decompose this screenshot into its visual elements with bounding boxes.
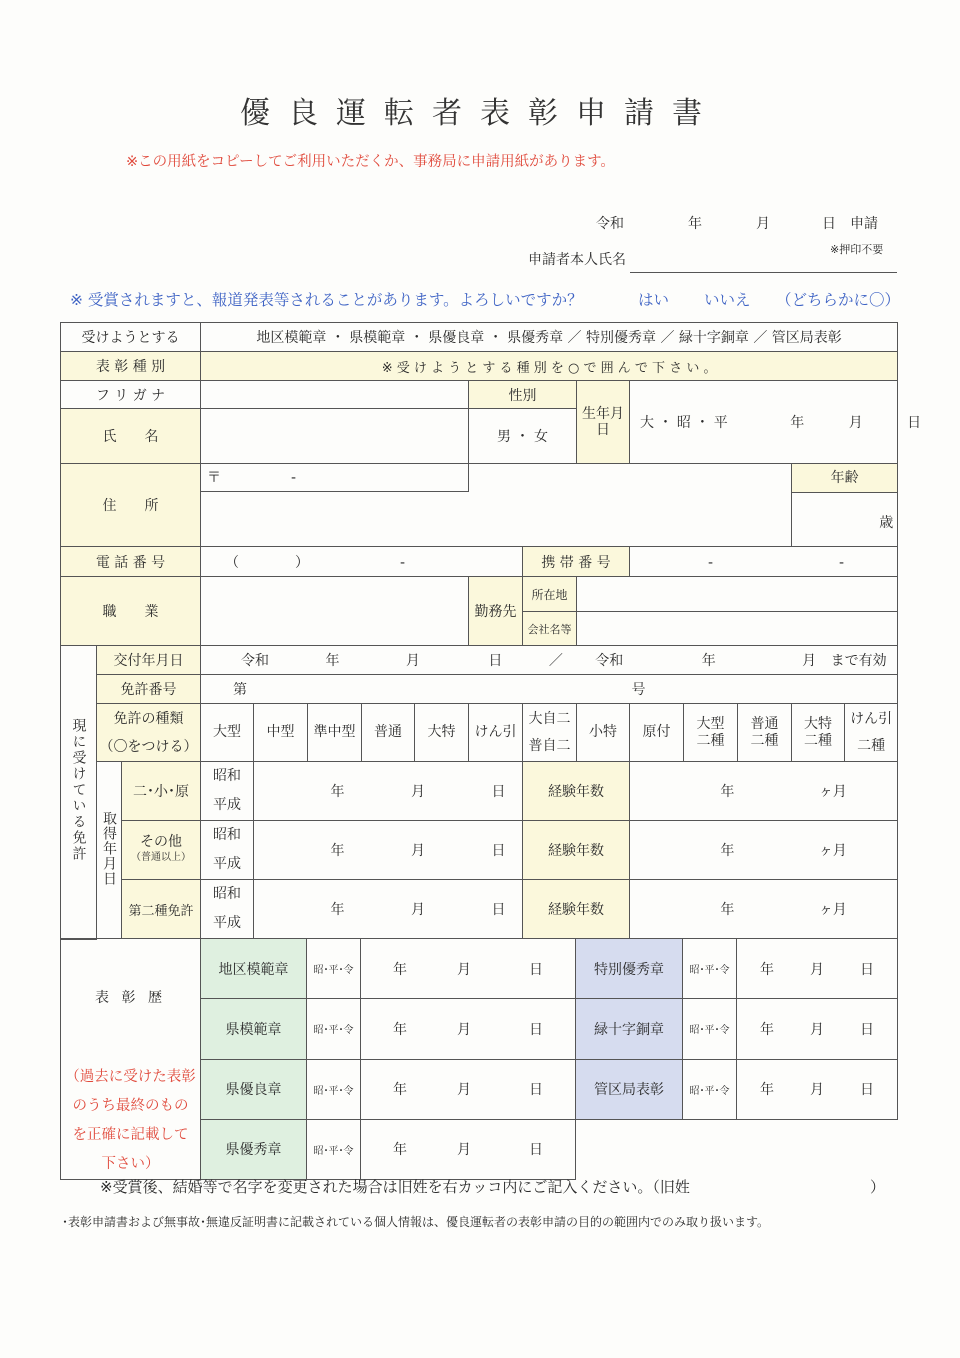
seal-note: ※押印不要 xyxy=(830,243,884,256)
address-label: 住 所 xyxy=(61,464,201,547)
h-month: 月 xyxy=(457,1021,471,1038)
furigana-label: フ リ ガ ナ xyxy=(61,381,201,409)
award-type-instruction: ※ 受 け よ う と す る 種 別 を ○ で 囲 ん で 下 さ い 。 xyxy=(201,352,898,381)
license-type-text: 大型 xyxy=(213,724,241,740)
h-month: 月 xyxy=(457,961,471,978)
license-number-suffix: 号 xyxy=(631,682,646,698)
acq-row xyxy=(61,880,898,939)
acq-year: 年 xyxy=(330,902,345,918)
award-type-label2: 表 彰 種 別 xyxy=(61,352,201,381)
acq-day: 日 xyxy=(491,843,506,859)
license-side-label: 現に受けている免許 xyxy=(70,718,87,863)
history-right-date-0[interactable] xyxy=(737,939,898,999)
h-year: 年 xyxy=(393,1021,407,1038)
acq-date-1[interactable] xyxy=(254,821,523,880)
license-type-12[interactable] xyxy=(845,704,898,762)
h-month: 月 xyxy=(457,1142,471,1159)
history-left-era-0[interactable]: 昭･平･令 xyxy=(307,939,361,999)
birth-month: 月 xyxy=(848,415,863,431)
acq-era-2[interactable] xyxy=(201,880,254,939)
history-right-label-1: 緑十字銅章 xyxy=(576,999,683,1059)
page-title: 優良運転者表彰申請書 xyxy=(240,96,720,131)
license-type-text: 二種 xyxy=(750,732,779,749)
license-type-3[interactable] xyxy=(362,704,415,762)
birth-era[interactable]: 大 ・ 昭 ・ 平 xyxy=(640,415,728,431)
acq-row-sub-text: （普通以上） xyxy=(131,852,191,863)
date-day: 日 xyxy=(822,216,836,232)
h-year: 年 xyxy=(760,1021,774,1038)
acq-era-1[interactable] xyxy=(201,821,254,880)
exp-label: 経験年数 xyxy=(523,821,630,880)
issue-day: 日 xyxy=(488,653,503,669)
gender-label: 性別 xyxy=(469,381,577,409)
license-type-text: 普通 xyxy=(374,724,402,740)
h-year: 年 xyxy=(760,1082,774,1099)
issue-month: 月 xyxy=(405,653,420,669)
age-unit[interactable]: 歳 xyxy=(879,515,894,531)
license-type-10[interactable] xyxy=(738,704,792,762)
license-type-5[interactable] xyxy=(469,704,523,762)
license-type-9[interactable] xyxy=(684,704,738,762)
issue-date-field[interactable] xyxy=(201,646,898,675)
era-heisei[interactable]: 平成 xyxy=(213,797,241,813)
press-hint: （どちらかに〇） xyxy=(776,291,901,309)
license-number-label: 免許番号 xyxy=(97,675,201,704)
date-month: 月 xyxy=(756,216,770,232)
issue-year: 年 xyxy=(325,653,340,669)
valid-era: 令和 xyxy=(595,653,624,669)
exp-label: 経験年数 xyxy=(523,880,630,939)
date-year: 年 xyxy=(688,216,702,232)
h-year: 年 xyxy=(760,961,774,978)
exp-month: ヶ月 xyxy=(818,843,847,859)
issue-era: 令和 xyxy=(241,653,269,669)
name-change-close: ） xyxy=(870,1178,886,1196)
history-right-date-2[interactable] xyxy=(737,1059,898,1119)
license-type-text: 普通 xyxy=(750,715,779,732)
acq-day: 日 xyxy=(491,902,506,918)
license-type-text: けん引 xyxy=(850,710,893,727)
birth-field[interactable] xyxy=(630,381,922,464)
history-right-era-2[interactable]: 昭･平･令 xyxy=(683,1059,737,1119)
press-yes[interactable]: はい xyxy=(638,291,670,309)
license-type-11[interactable] xyxy=(792,704,845,762)
history-label-cell xyxy=(61,939,201,1180)
acq-year: 年 xyxy=(330,843,345,859)
license-type-0[interactable] xyxy=(201,704,254,762)
license-type-1[interactable] xyxy=(254,704,308,762)
license-type-6[interactable] xyxy=(523,704,577,762)
name-change-note: ※受賞後、結婚等で名字を変更された場合は旧姓を右カッコ内にご記入ください。（旧姓 xyxy=(100,1178,690,1196)
exp-year: 年 xyxy=(720,784,735,800)
history-left-label-3: 県優秀章 xyxy=(201,1119,307,1179)
history-empty xyxy=(576,1119,898,1179)
h-month: 月 xyxy=(810,1021,824,1038)
exp-field-2[interactable] xyxy=(630,880,898,939)
history-label: 表 彰 歴 xyxy=(95,990,166,1006)
exp-field-0[interactable] xyxy=(630,762,898,821)
applicant-label: 申請者本人氏名 xyxy=(528,252,626,268)
history-note-line: （過去に受けた表彰 xyxy=(65,1069,196,1085)
license-type-text: 準中型 xyxy=(313,724,356,740)
issue-slash: ／ xyxy=(548,653,563,669)
history-right-era-1[interactable]: 昭･平･令 xyxy=(683,999,737,1059)
acq-row xyxy=(61,762,898,821)
era-heisei[interactable]: 平成 xyxy=(213,915,241,931)
company-label: 会社名等 xyxy=(523,612,577,646)
acq-row-label-text: その他 xyxy=(140,834,182,850)
gender-options[interactable]: 男 ・ 女 xyxy=(469,409,577,464)
h-month: 月 xyxy=(810,961,824,978)
acq-month: 月 xyxy=(411,784,425,800)
license-type-8[interactable] xyxy=(630,704,684,762)
h-day: 日 xyxy=(529,1082,543,1099)
license-type-7[interactable] xyxy=(577,704,630,762)
history-note xyxy=(61,1063,200,1179)
acq-row-label-text: 二･小･原 xyxy=(133,784,189,800)
history-left-date-1[interactable] xyxy=(361,999,576,1059)
license-number-field[interactable] xyxy=(201,675,898,704)
license-type-label xyxy=(97,704,201,762)
issue-date-label: 交付年月日 xyxy=(97,646,201,675)
date-era: 令和 xyxy=(596,216,624,232)
name-field[interactable] xyxy=(201,409,469,464)
h-day: 日 xyxy=(860,1082,874,1099)
license-type-text: 中型 xyxy=(266,724,295,740)
history-note-line: のうち最終のもの xyxy=(72,1098,189,1114)
phone-label: 電 話 番 号 xyxy=(61,547,201,577)
history-left-era-3[interactable]: 昭･平･令 xyxy=(307,1119,361,1179)
license-type-text: 二種 xyxy=(696,732,725,749)
address-field[interactable] xyxy=(201,464,792,547)
acq-row-label-text: 第二種免許 xyxy=(128,903,194,919)
applicant-signature-line[interactable] xyxy=(630,272,897,273)
era-showa[interactable]: 昭和 xyxy=(213,827,241,843)
location-field[interactable] xyxy=(577,577,898,612)
exp-year: 年 xyxy=(720,843,735,859)
acq-month: 月 xyxy=(411,902,425,918)
history-note-line: を正確に記載して xyxy=(72,1127,189,1143)
valid-suffix: まで有効 xyxy=(830,653,887,669)
mobile-field[interactable]: - - xyxy=(630,547,898,577)
license-type-text: 普自二 xyxy=(528,737,571,754)
age-label: 年齢 xyxy=(792,464,897,493)
history-left-date-3[interactable] xyxy=(361,1119,576,1179)
license-type-4[interactable] xyxy=(415,704,469,762)
press-question: ※ 受賞されますと、報道発表等されることがあります。よろしいですか？ xyxy=(70,291,583,309)
license-type-text: 二種 xyxy=(857,737,886,754)
award-type-label1: 受けようとする xyxy=(61,323,201,352)
exp-month: ヶ月 xyxy=(818,784,847,800)
award-history-table xyxy=(60,938,898,1180)
license-type-2[interactable] xyxy=(308,704,362,762)
acq-date-2[interactable] xyxy=(254,880,523,939)
job-field[interactable] xyxy=(201,577,469,646)
license-type-text: 原付 xyxy=(642,724,671,740)
exp-label: 経験年数 xyxy=(523,762,630,821)
history-right-era-0[interactable]: 昭･平･令 xyxy=(683,939,737,999)
history-left-label-0: 地区模範章 xyxy=(201,939,307,999)
license-type-text: 大自二 xyxy=(528,710,571,727)
copy-notice: ※この用紙をコピーしてご利用いただくか、事務局に申請用紙があります。 xyxy=(126,154,615,170)
exp-month: ヶ月 xyxy=(818,902,847,918)
acq-label: 取得年月日 xyxy=(101,810,117,886)
acq-row-label-0 xyxy=(122,762,201,821)
furigana-field[interactable] xyxy=(201,381,469,409)
award-type-options[interactable]: 地区模範章 ・ 県模範章 ・ 県優良章 ・ 県優秀章 ／ 特別優秀章 ／ 緑十字銅章 ／ 管区局表彰 xyxy=(201,323,898,352)
acq-day: 日 xyxy=(491,784,506,800)
history-right-label-0: 特別優秀章 xyxy=(576,939,683,999)
birth-year: 年 xyxy=(790,415,805,431)
press-no[interactable]: いいえ xyxy=(704,291,751,309)
privacy-note: ･表彰申請書および無事故･無違反証明書に記載されている個人情報は、優良運転者の表彰申請の目的の範囲内でのみ取り扱います。 xyxy=(62,1215,770,1229)
acq-date-0[interactable] xyxy=(254,762,523,821)
acq-month: 月 xyxy=(411,843,425,859)
history-right-date-1[interactable] xyxy=(737,999,898,1059)
history-left-date-2[interactable] xyxy=(361,1059,576,1119)
history-right-label-2: 管区局表彰 xyxy=(576,1059,683,1119)
license-type-text: けん引 xyxy=(474,724,517,740)
job-label: 職 業 xyxy=(61,577,201,646)
h-day: 日 xyxy=(860,1021,874,1038)
license-type-label1: 免許の種類 xyxy=(113,710,184,727)
history-left-label-1: 県模範章 xyxy=(201,999,307,1059)
history-left-era-2[interactable]: 昭･平･令 xyxy=(307,1059,361,1119)
license-type-text: 大特 xyxy=(427,724,456,740)
birth-label: 生年月日 xyxy=(577,381,630,464)
h-day: 日 xyxy=(529,1021,543,1038)
era-showa[interactable]: 昭和 xyxy=(213,886,241,902)
phone-field[interactable]: （ ） - xyxy=(201,547,523,577)
history-left-label-2: 県優良章 xyxy=(201,1059,307,1119)
h-month: 月 xyxy=(457,1082,471,1099)
valid-month: 月 xyxy=(802,653,817,669)
license-type-text: 大型 xyxy=(696,715,725,732)
license-type-text: 小特 xyxy=(589,724,617,740)
acq-row-label-2 xyxy=(122,880,201,939)
date-apply: 申請 xyxy=(850,216,878,232)
h-day: 日 xyxy=(860,961,874,978)
h-month: 月 xyxy=(810,1082,824,1099)
history-note-line: 下さい） xyxy=(101,1156,160,1172)
acq-era-0[interactable] xyxy=(201,762,254,821)
company-field[interactable] xyxy=(577,612,898,646)
name-label: 氏 名 xyxy=(61,409,201,464)
license-type-label2: （〇をつける） xyxy=(99,738,198,755)
h-day: 日 xyxy=(529,1142,543,1159)
exp-field-1[interactable] xyxy=(630,821,898,880)
acq-row-label-1 xyxy=(122,821,201,880)
era-heisei[interactable]: 平成 xyxy=(213,856,241,872)
valid-year: 年 xyxy=(701,653,716,669)
license-side-cell xyxy=(61,646,97,940)
h-year: 年 xyxy=(393,961,407,978)
birth-day: 日 xyxy=(907,415,922,431)
acq-label-cell xyxy=(97,762,122,939)
era-showa[interactable]: 昭和 xyxy=(213,768,241,784)
postal-code[interactable]: 〒 - xyxy=(201,464,469,492)
license-type-text: 大特 xyxy=(804,715,832,732)
license-number-prefix: 第 xyxy=(233,682,247,698)
license-type-text: 二種 xyxy=(804,732,832,749)
h-year: 年 xyxy=(393,1142,407,1159)
acq-year: 年 xyxy=(330,784,345,800)
application-form-table xyxy=(60,322,922,940)
exp-year: 年 xyxy=(720,902,735,918)
location-label: 所在地 xyxy=(523,577,577,612)
acq-row xyxy=(61,821,898,880)
history-left-date-0[interactable] xyxy=(361,939,576,999)
history-left-era-1[interactable]: 昭･平･令 xyxy=(307,999,361,1059)
workplace-label: 勤務先 xyxy=(469,577,523,646)
h-year: 年 xyxy=(393,1082,407,1099)
mobile-label: 携 帯 番 号 xyxy=(523,547,630,577)
age-cell xyxy=(792,464,898,547)
h-day: 日 xyxy=(529,961,543,978)
